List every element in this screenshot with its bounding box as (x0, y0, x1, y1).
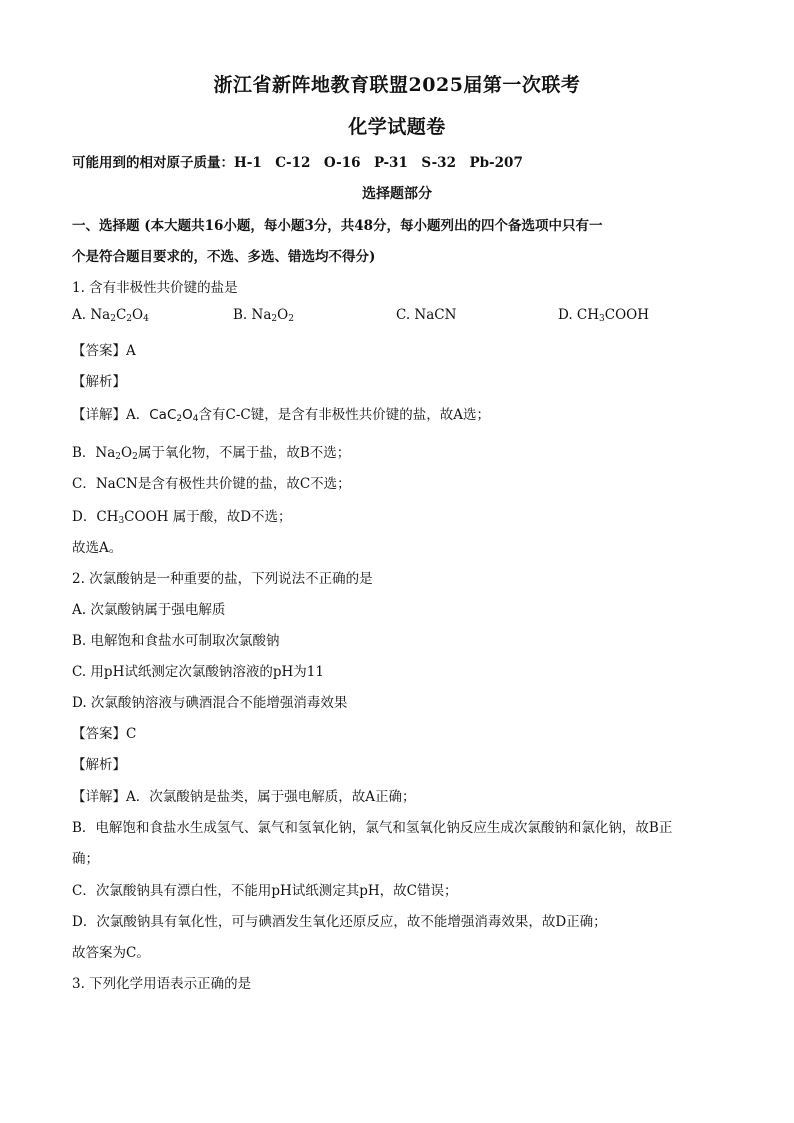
q3-stem: 3. 下列化学用语表示正确的是 (72, 976, 252, 992)
q1-conclusion: 故选A。 (72, 540, 123, 556)
q2-detail-d: D．次氯酸钠具有氧化性，可与碘酒发生氧化还原反应，故不能增强消毒效果，故D正确； (72, 914, 607, 930)
q1-analysis-label: 【解析】 (72, 374, 126, 390)
q2-detail-b-line2: 确； (72, 851, 99, 867)
q1-stem: 1. 含有非极性共价键的盐是 (72, 280, 238, 296)
q1-detail-b: B．$Na_2O_2$属于氧化物，不属于盐，故B不选； (72, 445, 351, 462)
q1-option-c: C. NaCN (396, 307, 457, 323)
atomic-mass-note: 可能用到的相对原子质量：H-1 C-12 O-16 P-31 S-32 Pb-207 (72, 155, 523, 171)
q2-option-d: D. 次氯酸钠溶液与碘酒混合不能增强消毒效果 (72, 695, 348, 711)
q1-option-a: A. $Na_2C_2O_4$ (72, 307, 149, 324)
exam-subtitle: 化学试题卷 (348, 116, 446, 138)
section-title: 选择题部分 (362, 186, 432, 202)
q2-conclusion: 故答案为C。 (72, 945, 150, 961)
exam-title: 浙江省新阵地教育联盟2025届第一次联考 (213, 74, 581, 96)
q1-option-d: D. $CH_3COOH$ (558, 307, 650, 324)
q2-detail-c: C．次氯酸钠具有漂白性，不能用pH试纸测定其pH，故C错误； (72, 883, 458, 899)
q1-detail-d: D．$CH_3COOH$ 属于酸，故D不选； (72, 509, 292, 526)
q2-option-a: A. 次氯酸钠属于强电解质 (72, 602, 226, 618)
q1-detail-a: 【详解】A．$CaC_2O_4$含有C-C键，是含有非极性共价键的盐，故A选； (72, 407, 490, 424)
q1-option-b: B. $Na_2O_2$ (233, 307, 294, 324)
section-instruction-line1: 一、选择题 (本大题共16小题，每小题3分，共48分，每小题列出的四个备选项中只有一 (72, 218, 603, 234)
q2-stem: 2. 次氯酸钠是一种重要的盐，下列说法不正确的是 (72, 571, 373, 587)
q2-option-b: B. 电解饱和食盐水可制取次氯酸钠 (72, 633, 280, 649)
q1-answer: 【答案】A (72, 343, 136, 359)
section-instruction-line2: 个是符合题目要求的，不选、多选、错选均不得分) (72, 249, 376, 265)
q1-detail-c: C．NaCN是含有极性共价键的盐，故C不选； (72, 476, 351, 492)
q2-option-c: C. 用pH试纸测定次氯酸钠溶液的pH为11 (72, 664, 324, 680)
q2-answer: 【答案】C (72, 726, 137, 742)
q2-analysis-label: 【解析】 (72, 757, 126, 773)
q2-detail-b-line1: B．电解饱和食盐水生成氢气、氯气和氢氧化钠，氯气和氢氧化钠反应生成次氯酸钠和氯化钠，故B正 (72, 820, 673, 836)
q2-detail-a: 【详解】A．次氯酸钠是盐类，属于强电解质，故A正确； (72, 789, 416, 805)
